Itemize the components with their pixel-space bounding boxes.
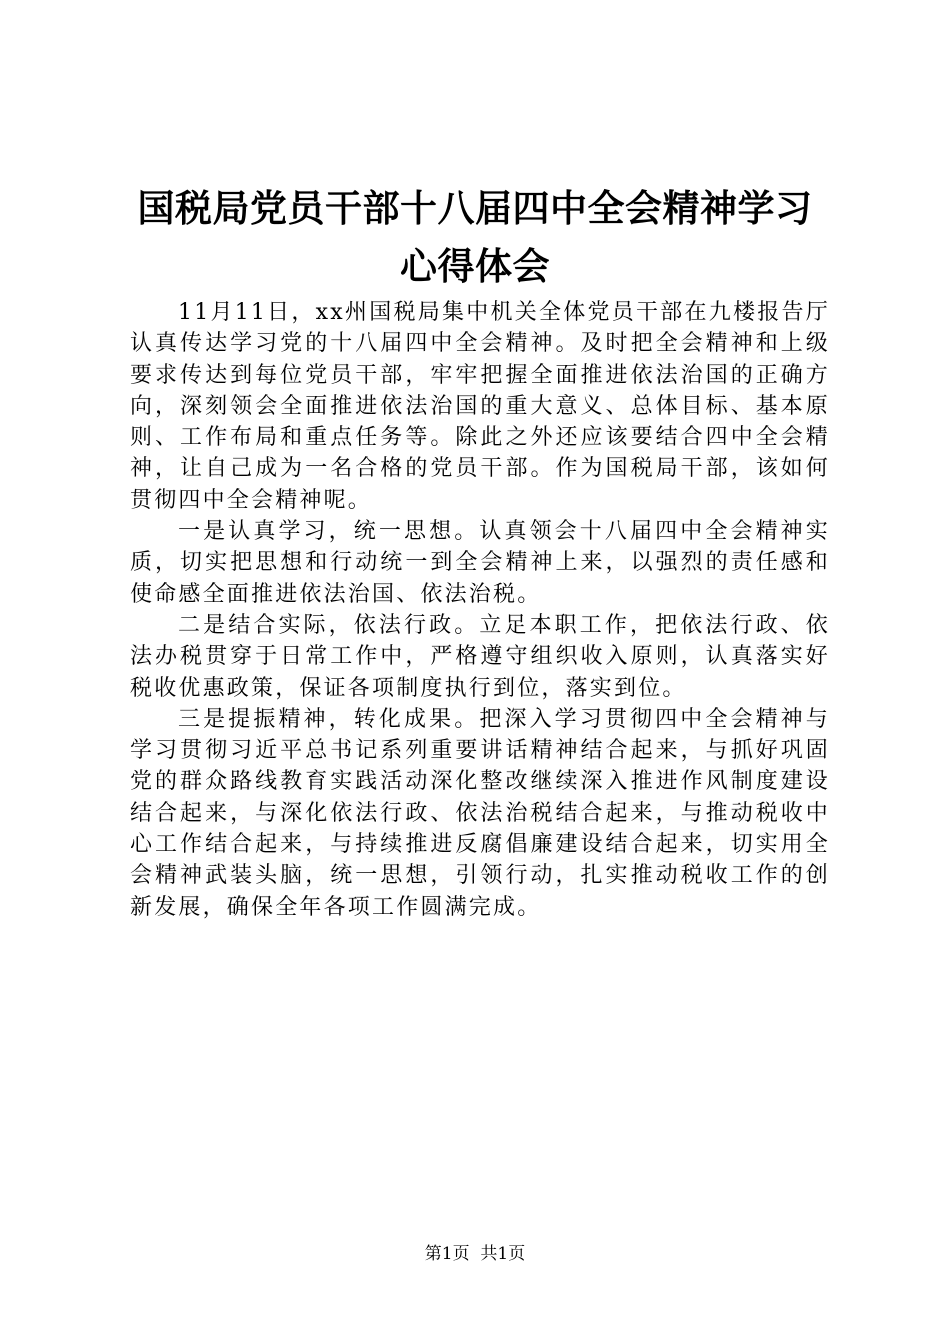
page-footer: 第1页 共1页 (424, 1244, 526, 1264)
document-title: 国税局党员干部十八届四中全会精神学习心得体会 (137, 187, 813, 288)
paragraph-point-three: 三是提振精神，转化成果。把深入学习贯彻四中全会精神与学习贯彻习近平总书记系列重要讲话精神结合起来，与抓好巩固党的群众路线教育实践活动深化整改继续深入推进作风制度建设结合起来，与深化依法行政、依法治税结合起来，与推动税收中心工作结合起来，与持续推进反腐倡廉建设结合起来，切实用全会精神武装头脑，统一思想，引领行动，扎实推动税收工作的创新发展，确保全年各项工作圆满完成。 (130, 706, 830, 920)
paragraph-intro: 11月11日，xx州国税局集中机关全体党员干部在九楼报告厅认真传达学习党的十八届四中全会精神。及时把全会精神和上级要求传达到每位党员干部，牢牢把握全面推进依法治国的正确方向，深刻领会全面推进依法治国的重大意义、总体目标、基本原则、工作布局和重点任务等。除此之外还应该要结合四中全会精神，让自己成为一名合格的党员干部。作为国税局干部，该如何贯彻四中全会精神呢。 (130, 300, 830, 513)
paragraph-point-one: 一是认真学习，统一思想。认真领会十八届四中全会精神实质，切实把思想和行动统一到全会精神上来，以强烈的责任感和使命感全面推进依法治国、依法治税。 (130, 519, 830, 607)
document-body (130, 297, 830, 923)
paragraph-point-two: 二是结合实际，依法行政。立足本职工作，把依法行政、依法办税贯穿于日常工作中，严格遵守组织收入原则，认真落实好税收优惠政策，保证各项制度执行到位，落实到位。 (130, 612, 830, 701)
